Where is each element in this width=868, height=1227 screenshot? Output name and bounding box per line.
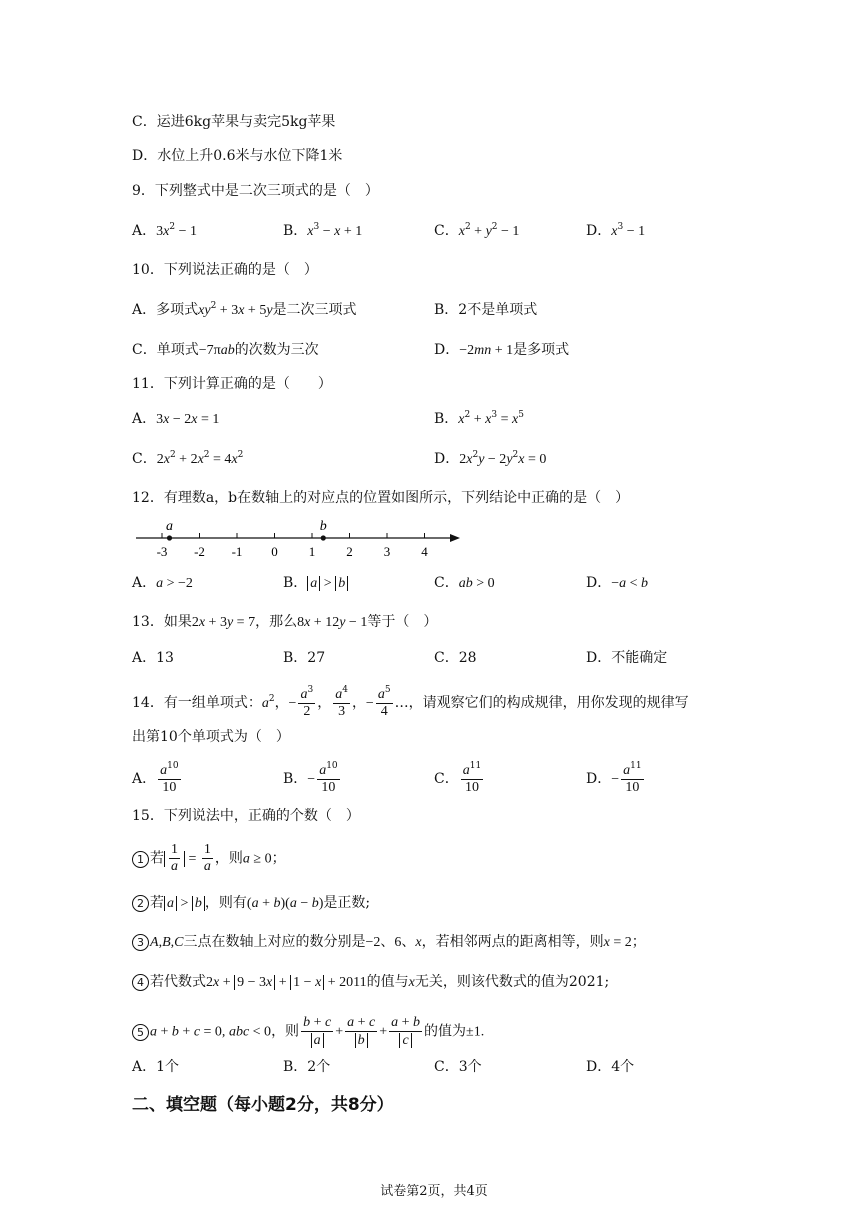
point-a-dot (167, 535, 172, 540)
q10-stem: 10．下列说法正确的是（ ） (132, 262, 318, 278)
q11-option-a: A．3x − 2x = 1 (132, 411, 220, 427)
q10-option-d: D．−2mn + 1是多项式 (434, 342, 570, 358)
q15-statement-3: 3 A,B,C三点在数轴上对应的数分别是−2、6、x，若相邻两点的距离相等，则x = 2； (132, 932, 646, 953)
q15-option-c: C．3个 (434, 1059, 482, 1075)
q15-stem: 15．下列说法中，正确的个数（ ） (132, 808, 360, 824)
q9-stem: 9．下列整式中是二次三项式的是（ ） (132, 183, 379, 199)
q11-option-d: D．$2x^2y - 2y^2x = 0$ (434, 450, 547, 467)
q15-statement-2: 2 若 a > b ，则有(a + b)(a − b)是正数; (132, 893, 370, 914)
q13-option-d: D．不能确定 (586, 650, 668, 666)
point-b-label: b (319, 519, 327, 534)
q15-option-d: D．4个 (586, 1059, 635, 1075)
q11-option-c: C．$2x^2 + 2x^2 = 4x^2$ (132, 450, 244, 467)
number-line-tick-label: -1 (231, 544, 243, 559)
q12-option-a: A．a > −2 (132, 575, 193, 591)
point-b-dot (321, 535, 326, 540)
q13-option-c: C．28 (434, 650, 477, 666)
q14-option-d: D．− $\frac{a^{11}}{10}$ (586, 761, 642, 795)
q9-option-d: D．$x^3 - 1$ (586, 222, 646, 239)
number-line-tick-label: 4 (421, 544, 428, 559)
q8-option-c: C．运进6kg苹果与卖完5kg苹果 (132, 114, 336, 130)
number-line-tick-label: 2 (346, 544, 353, 559)
q9-option-a: A．$3x^2 - 1$ (132, 222, 197, 239)
number-line-figure (130, 512, 470, 562)
q8-option-d: D．水位上升0.6米与水位下降1米 (132, 148, 343, 164)
q10-option-a: A．多项式$xy^2 + 3x + 5y$是二次三项式 (132, 301, 357, 318)
number-line-tick-label: 3 (383, 544, 391, 559)
section-title: 二、填空题（每小题2分，共8分） (132, 1095, 394, 1115)
number-line-tick-label: -3 (156, 544, 168, 559)
q12-option-b: B． a > b (283, 573, 348, 594)
q9-option-b: B．$x^3 - x + 1$ (283, 222, 363, 239)
q15-statement-4: 4 若代数式2x + 9 − 3x + 1 − x + 2011的值与x无关，则该代数式的值为2021; (132, 972, 609, 993)
q15-statement-5: 5 a + b + c = 0, abc < 0，则 $\frac{b + c}{a}$ + $\frac{a + c}{b}$ + $\frac{a + b}{c}$ 的值为±1. (132, 1014, 484, 1049)
number-line-tick-label: -2 (194, 544, 205, 559)
number-line-tick-label: 1 (308, 544, 316, 559)
point-a-label: a (166, 519, 173, 534)
q12-stem: 12．有理数a，b在数轴上的对应点的位置如图所示，下列结论中正确的是（ ） (132, 490, 630, 506)
number-line-tick-label: 0 (271, 544, 278, 559)
q12-option-d: D．−a < b (586, 575, 649, 591)
q14-stem-line2: 出第10个单项式为（ ） (132, 729, 290, 745)
q15-statement-1: 1 若 $\frac{1}{a}$ = $\frac{1}{a}$ ，则a ≥ 0； (132, 842, 286, 875)
q14-stem: 14．有一组单项式：$a^2$，− $\frac{a^3}{2}$ ， $\frac{a^4}{3}$ ，− $\frac{a^5}{4}$ …，请观察它们的构成规律，用你发现的规律写 (132, 685, 689, 719)
number-line-arrow (450, 534, 460, 542)
q13-option-b: B．27 (283, 650, 326, 666)
q13-stem: 13．如果2x + 3y = 7，那么8x + 12y − 1等于（ ） (132, 614, 438, 630)
page-footer: 试卷第2页，共4页 (380, 1184, 488, 1199)
q14-option-a: A． $\frac{a^{10}}{10}$ (132, 761, 179, 795)
q10-option-b: B．2不是单项式 (434, 302, 538, 318)
q15-option-a: A．1个 (132, 1059, 180, 1075)
q11-option-b: B．$x^2 + x^3 = x^5$ (434, 410, 524, 427)
q14-option-b: B．− $\frac{a^{10}}{10}$ (283, 761, 338, 795)
q14-option-c: C． $\frac{a^{11}}{10}$ (434, 761, 482, 795)
q10-option-c: C．单项式−7πab的次数为三次 (132, 342, 319, 358)
q12-option-c: C．ab > 0 (434, 575, 495, 591)
q11-stem: 11．下列计算正确的是（ ） (132, 376, 332, 392)
q9-option-c: C．$x^2 + y^2 - 1$ (434, 222, 520, 239)
q13-option-a: A．13 (132, 650, 174, 666)
q15-option-b: B．2个 (283, 1059, 331, 1075)
